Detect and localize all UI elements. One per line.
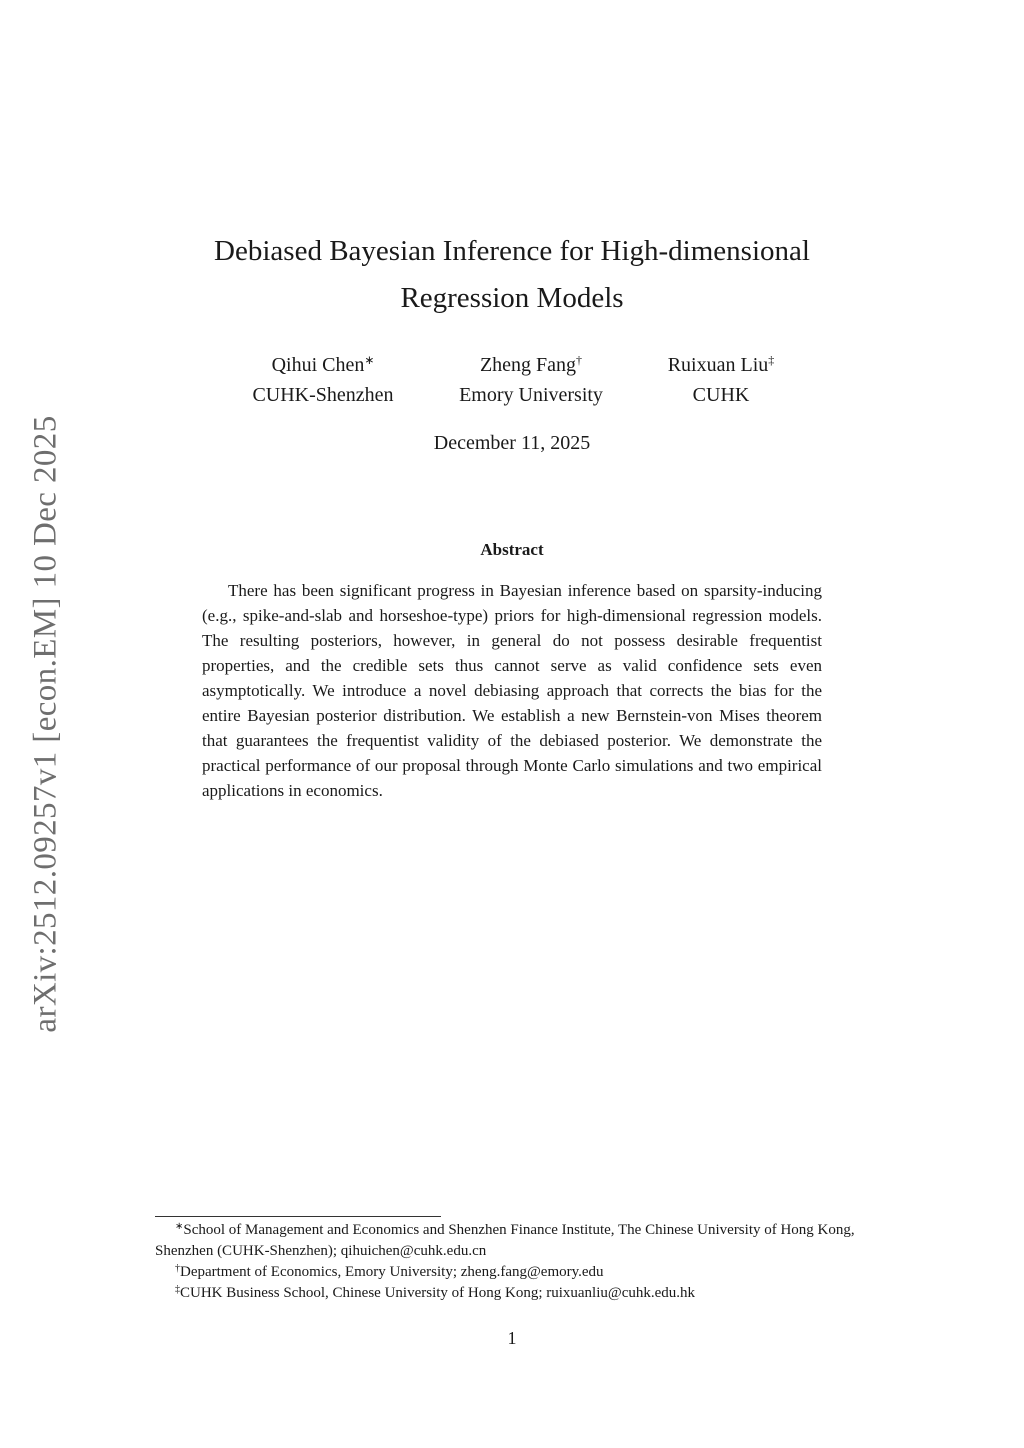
author-footnote-mark: † (576, 353, 583, 367)
footnote-2 (155, 1262, 875, 1283)
footnote-text: Department of Economics, Emory University; zheng.fang@emory.edu (180, 1264, 604, 1280)
author-block-3 (656, 350, 786, 410)
footnote-text: CUHK Business School, Chinese University of Hong Kong; ruixuanliu@cuhk.edu.hk (180, 1285, 696, 1301)
title-line-2: Regression Models (400, 282, 624, 314)
author-block-2 (448, 350, 614, 410)
footnote-text: School of Management and Economics and Shenzhen Finance Institute, The Chinese University of Hong Kong, Shenzhen (CUHK-Shenzhen); qihuichen@cuhk.edu.cn (155, 1222, 855, 1259)
abstract-heading: Abstract (480, 540, 544, 559)
author-name: Qihui Chen (271, 354, 365, 376)
author-footnote-mark: ‡ (768, 353, 775, 367)
footnote-mark: ∗ (175, 1221, 184, 1232)
paper-title (150, 228, 874, 322)
author-affiliation: CUHK-Shenzhen (252, 384, 394, 406)
footnote-mark: ‡ (175, 1284, 180, 1295)
author-affiliation: Emory University (459, 384, 603, 406)
footnote-divider (155, 1216, 441, 1217)
publication-date: December 11, 2025 (433, 432, 591, 454)
footnotes (155, 1220, 875, 1304)
author-block-1 (248, 350, 398, 410)
title-line-1: Debiased Bayesian Inference for High-dimensional (214, 235, 810, 267)
footnote-mark: † (175, 1263, 180, 1274)
author-name: Ruixuan Liu (667, 354, 769, 376)
author-name: Zheng Fang (479, 354, 577, 376)
footnote-3 (155, 1283, 875, 1304)
page-number: 1 (507, 1328, 517, 1348)
footnote-1 (155, 1220, 875, 1262)
author-footnote-mark: ∗ (364, 353, 375, 367)
arxiv-identifier: arXiv:2512.09257v1 [econ.EM] 10 Dec 2025 (27, 415, 64, 1033)
abstract-text: There has been significant progress in Bayesian inference based on sparsity-inducing (e.g., spike-and-slab and horseshoe-type) priors for high-dimensional regression models. The resulting posteriors, however, in general do not possess desirable frequentist properties, and the credible sets thus cannot serve as valid confidence sets even asymptotically. We introduce a novel debiasing approach that corrects the bias for the entire Bayesian posterior distribution. We establish a new Bernstein-von Mises theorem that guarantees the frequentist validity of the debiased posterior. We demonstrate the practical performance of our proposal through Monte Carlo simulations and two empirical applications in economics. (202, 581, 822, 800)
author-affiliation: CUHK (692, 384, 750, 406)
